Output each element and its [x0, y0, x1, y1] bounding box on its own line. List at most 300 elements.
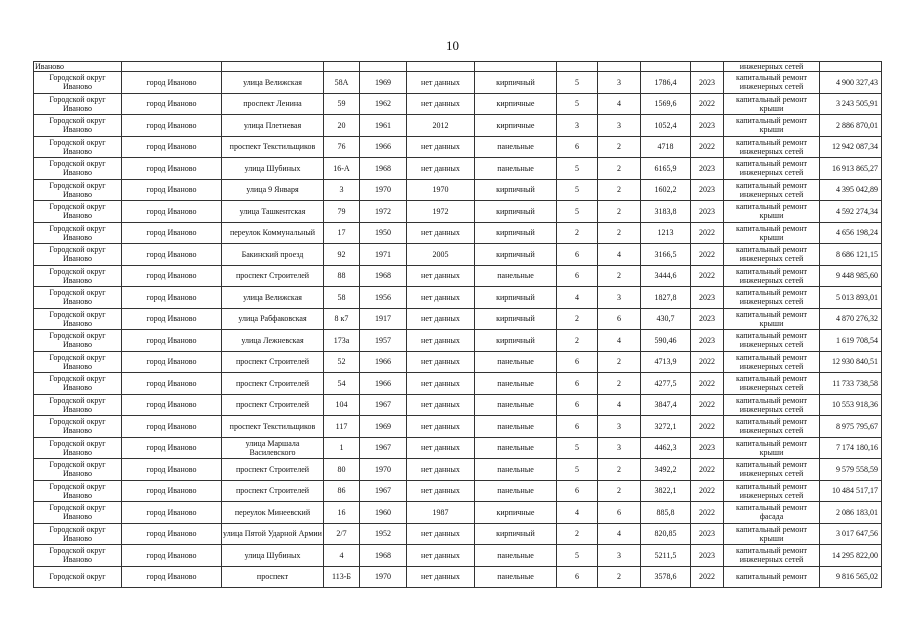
entrances-cell: 6 [598, 308, 641, 330]
house-number-cell: 86 [324, 480, 360, 502]
house-number-cell: 58А [324, 72, 360, 94]
cost-cell: 7 174 180,16 [820, 437, 882, 459]
table-row [34, 72, 882, 94]
table-row [34, 437, 882, 459]
street-cell: Бакинский проезд [222, 244, 324, 266]
work-type-cell: капитальный ремонт фасада [724, 502, 820, 524]
entrances-cell: 3 [598, 416, 641, 438]
district-cell: Городской округ Иваново [34, 93, 122, 115]
table-row [34, 136, 882, 158]
year-built-cell: 1972 [360, 201, 407, 223]
work-type-cell: капитальный ремонт инженерных сетей [724, 158, 820, 180]
cost-cell: 4 395 042,89 [820, 179, 882, 201]
wall-material-cell: кирпичный [475, 308, 557, 330]
planned-year-cell: 2023 [691, 523, 724, 545]
street-cell: улица Плетневая [222, 115, 324, 137]
city-cell: город Иваново [122, 330, 222, 352]
renovation-year-cell: нет данных [407, 566, 475, 588]
cost-cell: 4 900 327,43 [820, 72, 882, 94]
district-cell: Городской округ Иваново [34, 308, 122, 330]
entrances-cell: 2 [598, 566, 641, 588]
renovation-year-cell: нет данных [407, 394, 475, 416]
street-cell: проспект Строителей [222, 480, 324, 502]
table-row [34, 265, 882, 287]
city-cell: город Иваново [122, 308, 222, 330]
cost-cell: 9 448 985,60 [820, 265, 882, 287]
year-built-cell: 1969 [360, 72, 407, 94]
house-number-cell: 59 [324, 93, 360, 115]
district-cell: Городской округ Иваново [34, 416, 122, 438]
cost-cell: 4 870 276,32 [820, 308, 882, 330]
year-built-cell: 1968 [360, 545, 407, 567]
wall-material-cell: кирпичный [475, 523, 557, 545]
floors-cell: 2 [557, 330, 598, 352]
city-cell: город Иваново [122, 502, 222, 524]
area-cell: 3822,1 [641, 480, 691, 502]
city-cell: город Иваново [122, 201, 222, 223]
floors-cell: 6 [557, 244, 598, 266]
area-cell: 3444,6 [641, 265, 691, 287]
cost-cell: 11 733 738,58 [820, 373, 882, 395]
house-number-cell: 8 к7 [324, 308, 360, 330]
street-cell: проспект Строителей [222, 373, 324, 395]
renovation-year-cell: нет данных [407, 308, 475, 330]
floors-cell: 3 [557, 115, 598, 137]
renovation-year-cell: 2005 [407, 244, 475, 266]
planned-year-cell: 2023 [691, 437, 724, 459]
table-row [34, 222, 882, 244]
house-number-cell: 20 [324, 115, 360, 137]
wall-material-cell: кирпичный [475, 201, 557, 223]
work-type-cell: капитальный ремонт инженерных сетей [724, 351, 820, 373]
cost-cell: 12 942 087,34 [820, 136, 882, 158]
city-cell: город Иваново [122, 416, 222, 438]
area-cell: 430,7 [641, 308, 691, 330]
renovation-year-cell: 2012 [407, 115, 475, 137]
district-cell: Городской округ Иваново [34, 136, 122, 158]
wall-material-cell: кирпичный [475, 222, 557, 244]
year-built-cell: 1970 [360, 179, 407, 201]
area-cell: 1052,4 [641, 115, 691, 137]
planned-year-cell: 2023 [691, 545, 724, 567]
table-row-last [34, 566, 882, 588]
wall-material-cell: панельные [475, 437, 557, 459]
wall-material-cell: панельные [475, 416, 557, 438]
house-number-cell: 1 [324, 437, 360, 459]
district-cell: Городской округ Иваново [34, 265, 122, 287]
street-cell: переулок Коммунальный [222, 222, 324, 244]
district-cell: Городской округ [34, 566, 122, 588]
renovation-year-cell: нет данных [407, 72, 475, 94]
house-number-cell: 79 [324, 201, 360, 223]
year-built-cell: 1967 [360, 480, 407, 502]
housing-registry-table [33, 61, 882, 588]
city-cell: город Иваново [122, 566, 222, 588]
entrances-cell: 4 [598, 523, 641, 545]
renovation-year-cell: нет данных [407, 437, 475, 459]
floors-cell: 2 [557, 523, 598, 545]
entrances-cell: 2 [598, 459, 641, 481]
entrances-cell: 4 [598, 394, 641, 416]
wall-material-cell: кирпичные [475, 115, 557, 137]
year-built-cell: 1952 [360, 523, 407, 545]
city-cell: город Иваново [122, 72, 222, 94]
cost-cell: 2 886 870,01 [820, 115, 882, 137]
wall-material-cell: кирпичный [475, 330, 557, 352]
work-type-cell: капитальный ремонт крыши [724, 93, 820, 115]
house-number-cell: 88 [324, 265, 360, 287]
wall-material-cell: панельные [475, 373, 557, 395]
floors-cell: 6 [557, 351, 598, 373]
renovation-year-cell: нет данных [407, 545, 475, 567]
floors-cell: 2 [557, 308, 598, 330]
floors-cell: 5 [557, 201, 598, 223]
cost-cell: 3 243 505,91 [820, 93, 882, 115]
floors-cell: 5 [557, 545, 598, 567]
entrances-cell: 4 [598, 330, 641, 352]
district-cell: Городской округ Иваново [34, 330, 122, 352]
renovation-year-cell: нет данных [407, 351, 475, 373]
house-number-cell: 52 [324, 351, 360, 373]
cost-cell: 16 913 865,27 [820, 158, 882, 180]
city-cell: город Иваново [122, 93, 222, 115]
house-number-cell: 16 [324, 502, 360, 524]
planned-year-cell: 2022 [691, 351, 724, 373]
cost-cell: 9 579 558,59 [820, 459, 882, 481]
cost-cell: 5 013 893,01 [820, 287, 882, 309]
district-cell: Городской округ Иваново [34, 523, 122, 545]
house-number-cell: 92 [324, 244, 360, 266]
house-number-cell: 54 [324, 373, 360, 395]
area-cell: 885,8 [641, 502, 691, 524]
house-number-cell: 58 [324, 287, 360, 309]
renovation-year-cell: нет данных [407, 523, 475, 545]
renovation-year-cell: нет данных [407, 265, 475, 287]
wall-material-cell: панельные [475, 545, 557, 567]
area-cell: 4713,9 [641, 351, 691, 373]
house-number-cell: 16-А [324, 158, 360, 180]
house-number-cell: 117 [324, 416, 360, 438]
floors-cell: 6 [557, 416, 598, 438]
wall-material-cell: панельные [475, 158, 557, 180]
year-built-cell: 1966 [360, 351, 407, 373]
table-row [34, 373, 882, 395]
wall-material-cell: кирпичные [475, 93, 557, 115]
table-row [34, 115, 882, 137]
floors-cell: 4 [557, 287, 598, 309]
year-built-cell: 1970 [360, 459, 407, 481]
planned-year-cell: 2022 [691, 566, 724, 588]
cost-cell: 9 816 565,02 [820, 566, 882, 588]
wall-material-cell: панельные [475, 459, 557, 481]
renovation-year-cell: нет данных [407, 158, 475, 180]
house-number-cell: 113-Б [324, 566, 360, 588]
work-type-cell: капитальный ремонт инженерных сетей [724, 179, 820, 201]
district-cell: Городской округ Иваново [34, 158, 122, 180]
work-type-cell: капитальный ремонт инженерных сетей [724, 72, 820, 94]
house-number-cell: 17 [324, 222, 360, 244]
renovation-year-cell: нет данных [407, 330, 475, 352]
year-built-cell: 1966 [360, 136, 407, 158]
area-cell: 6165,9 [641, 158, 691, 180]
entrances-cell: 6 [598, 502, 641, 524]
work-type-cell: капитальный ремонт инженерных сетей [724, 265, 820, 287]
area-cell: 1602,2 [641, 179, 691, 201]
cost-cell: 3 017 647,56 [820, 523, 882, 545]
work-type-cell: капитальный ремонт инженерных сетей [724, 416, 820, 438]
renovation-year-cell: нет данных [407, 373, 475, 395]
work-type-cell: капитальный ремонт крыши [724, 437, 820, 459]
entrances-cell: 3 [598, 437, 641, 459]
table-row [34, 545, 882, 567]
area-cell: 3578,6 [641, 566, 691, 588]
floors-cell: 6 [557, 566, 598, 588]
city-cell: город Иваново [122, 158, 222, 180]
area-cell: 1213 [641, 222, 691, 244]
floors-cell: 5 [557, 459, 598, 481]
work-type-cell: капитальный ремонт инженерных сетей [724, 373, 820, 395]
cost-cell: 4 656 198,24 [820, 222, 882, 244]
work-type-cell: капитальный ремонт крыши [724, 201, 820, 223]
planned-year-cell: 2023 [691, 72, 724, 94]
cost-cell: 4 592 274,34 [820, 201, 882, 223]
renovation-year-cell: нет данных [407, 222, 475, 244]
street-cell: улица Маршала Василевского [222, 437, 324, 459]
street-cell: проспект Текстильщиков [222, 136, 324, 158]
work-type-cell: капитальный ремонт [724, 566, 820, 588]
city-cell: город Иваново [122, 523, 222, 545]
street-cell: улица Рабфаковская [222, 308, 324, 330]
renovation-year-cell: 1970 [407, 179, 475, 201]
wall-material-cell: кирпичный [475, 287, 557, 309]
area-cell: 3492,2 [641, 459, 691, 481]
table-row [34, 287, 882, 309]
entrances-cell: 2 [598, 136, 641, 158]
entrances-cell: 4 [598, 244, 641, 266]
floors-cell: 6 [557, 373, 598, 395]
district-cell: Городской округ Иваново [34, 115, 122, 137]
year-built-cell: 1967 [360, 394, 407, 416]
table-row [34, 480, 882, 502]
street-cell: улица Велижская [222, 72, 324, 94]
entrances-cell: 2 [598, 158, 641, 180]
planned-year-cell: 2023 [691, 330, 724, 352]
area-cell: 1786,4 [641, 72, 691, 94]
street-cell: проспект Строителей [222, 459, 324, 481]
area-cell: 5211,5 [641, 545, 691, 567]
work-type-cell: капитальный ремонт инженерных сетей [724, 459, 820, 481]
house-number-cell: 104 [324, 394, 360, 416]
city-cell: город Иваново [122, 136, 222, 158]
entrances-cell: 3 [598, 115, 641, 137]
street-cell: улица Ташкентская [222, 201, 324, 223]
city-cell: город Иваново [122, 480, 222, 502]
renovation-year-cell: 1987 [407, 502, 475, 524]
table-row [34, 330, 882, 352]
year-built-cell: 1950 [360, 222, 407, 244]
street-cell: проспект Строителей [222, 351, 324, 373]
entrances-cell: 2 [598, 201, 641, 223]
city-cell: город Иваново [122, 179, 222, 201]
table-row [34, 502, 882, 524]
area-cell: 3847,4 [641, 394, 691, 416]
district-cell: Городской округ Иваново [34, 394, 122, 416]
work-type-cell: капитальный ремонт инженерных сетей [724, 136, 820, 158]
planned-year-cell: 2023 [691, 115, 724, 137]
work-type-cell: капитальный ремонт инженерных сетей [724, 287, 820, 309]
planned-year-cell: 2022 [691, 222, 724, 244]
district-cell: Городской округ Иваново [34, 437, 122, 459]
table-row [34, 351, 882, 373]
work-type-cell: инженерных сетей [724, 62, 820, 72]
planned-year-cell: 2022 [691, 265, 724, 287]
cost-cell: 14 295 822,00 [820, 545, 882, 567]
work-type-cell: капитальный ремонт инженерных сетей [724, 394, 820, 416]
wall-material-cell: кирпичный [475, 72, 557, 94]
year-built-cell: 1970 [360, 566, 407, 588]
city-cell: город Иваново [122, 287, 222, 309]
work-type-cell: капитальный ремонт крыши [724, 115, 820, 137]
floors-cell: 2 [557, 222, 598, 244]
city-cell: город Иваново [122, 265, 222, 287]
house-number-cell: 2/7 [324, 523, 360, 545]
district-cell: Городской округ Иваново [34, 287, 122, 309]
work-type-cell: капитальный ремонт инженерных сетей [724, 244, 820, 266]
work-type-cell: капитальный ремонт крыши [724, 222, 820, 244]
table-row-continued [34, 62, 882, 72]
area-cell: 3183,8 [641, 201, 691, 223]
entrances-cell: 2 [598, 179, 641, 201]
renovation-year-cell: нет данных [407, 416, 475, 438]
street-cell: улица 9 Января [222, 179, 324, 201]
planned-year-cell: 2023 [691, 158, 724, 180]
floors-cell: 5 [557, 72, 598, 94]
district-cell: Иваново [34, 62, 122, 72]
district-cell: Городской округ Иваново [34, 502, 122, 524]
planned-year-cell: 2023 [691, 201, 724, 223]
floors-cell: 6 [557, 136, 598, 158]
wall-material-cell: кирпичный [475, 244, 557, 266]
year-built-cell: 1966 [360, 373, 407, 395]
street-cell: улица Велижская [222, 287, 324, 309]
area-cell: 3272,1 [641, 416, 691, 438]
house-number-cell: 173а [324, 330, 360, 352]
street-cell: проспект Текстильщиков [222, 416, 324, 438]
wall-material-cell: панельные [475, 394, 557, 416]
table-row [34, 179, 882, 201]
entrances-cell: 2 [598, 373, 641, 395]
floors-cell: 6 [557, 265, 598, 287]
year-built-cell: 1962 [360, 93, 407, 115]
planned-year-cell: 2022 [691, 394, 724, 416]
planned-year-cell: 2022 [691, 373, 724, 395]
renovation-year-cell: нет данных [407, 480, 475, 502]
street-cell: улица Шубиных [222, 158, 324, 180]
area-cell: 590,46 [641, 330, 691, 352]
wall-material-cell: панельные [475, 136, 557, 158]
city-cell: город Иваново [122, 115, 222, 137]
area-cell: 4718 [641, 136, 691, 158]
table-row [34, 244, 882, 266]
entrances-cell: 2 [598, 480, 641, 502]
entrances-cell: 3 [598, 287, 641, 309]
district-cell: Городской округ Иваново [34, 72, 122, 94]
city-cell: город Иваново [122, 244, 222, 266]
district-cell: Городской округ Иваново [34, 373, 122, 395]
table-row [34, 158, 882, 180]
street-cell: проспект [222, 566, 324, 588]
year-built-cell: 1917 [360, 308, 407, 330]
cost-cell: 1 619 708,54 [820, 330, 882, 352]
work-type-cell: капитальный ремонт инженерных сетей [724, 545, 820, 567]
year-built-cell: 1971 [360, 244, 407, 266]
renovation-year-cell: 1972 [407, 201, 475, 223]
floors-cell: 6 [557, 394, 598, 416]
district-cell: Городской округ Иваново [34, 480, 122, 502]
work-type-cell: капитальный ремонт крыши [724, 308, 820, 330]
house-number-cell: 80 [324, 459, 360, 481]
entrances-cell: 2 [598, 222, 641, 244]
year-built-cell: 1967 [360, 437, 407, 459]
city-cell: город Иваново [122, 222, 222, 244]
city-cell: город Иваново [122, 351, 222, 373]
planned-year-cell: 2022 [691, 480, 724, 502]
house-number-cell: 76 [324, 136, 360, 158]
year-built-cell: 1968 [360, 158, 407, 180]
planned-year-cell: 2023 [691, 179, 724, 201]
renovation-year-cell: нет данных [407, 93, 475, 115]
district-cell: Городской округ Иваново [34, 351, 122, 373]
year-built-cell: 1956 [360, 287, 407, 309]
district-cell: Городской округ Иваново [34, 222, 122, 244]
planned-year-cell: 2022 [691, 244, 724, 266]
district-cell: Городской округ Иваново [34, 201, 122, 223]
cost-cell: 10 484 517,17 [820, 480, 882, 502]
page-number: 10 [446, 38, 459, 53]
work-type-cell: капитальный ремонт инженерных сетей [724, 480, 820, 502]
planned-year-cell: 2023 [691, 287, 724, 309]
floors-cell: 6 [557, 480, 598, 502]
entrances-cell: 3 [598, 545, 641, 567]
table-row [34, 459, 882, 481]
house-number-cell: 3 [324, 179, 360, 201]
area-cell: 820,85 [641, 523, 691, 545]
house-number-cell: 4 [324, 545, 360, 567]
wall-material-cell: кирпичный [475, 179, 557, 201]
planned-year-cell: 2022 [691, 459, 724, 481]
year-built-cell: 1969 [360, 416, 407, 438]
floors-cell: 5 [557, 93, 598, 115]
work-type-cell: капитальный ремонт крыши [724, 523, 820, 545]
year-built-cell: 1968 [360, 265, 407, 287]
city-cell: город Иваново [122, 437, 222, 459]
year-built-cell: 1961 [360, 115, 407, 137]
city-cell: город Иваново [122, 545, 222, 567]
district-cell: Городской округ Иваново [34, 459, 122, 481]
renovation-year-cell: нет данных [407, 136, 475, 158]
city-cell: город Иваново [122, 373, 222, 395]
district-cell: Городской округ Иваново [34, 244, 122, 266]
floors-cell: 5 [557, 158, 598, 180]
planned-year-cell: 2022 [691, 416, 724, 438]
street-cell: проспект Строителей [222, 265, 324, 287]
renovation-year-cell: нет данных [407, 459, 475, 481]
cost-cell: 2 086 183,01 [820, 502, 882, 524]
wall-material-cell: панельные [475, 265, 557, 287]
table-row [34, 201, 882, 223]
wall-material-cell: панельные [475, 351, 557, 373]
renovation-year-cell: нет данных [407, 287, 475, 309]
